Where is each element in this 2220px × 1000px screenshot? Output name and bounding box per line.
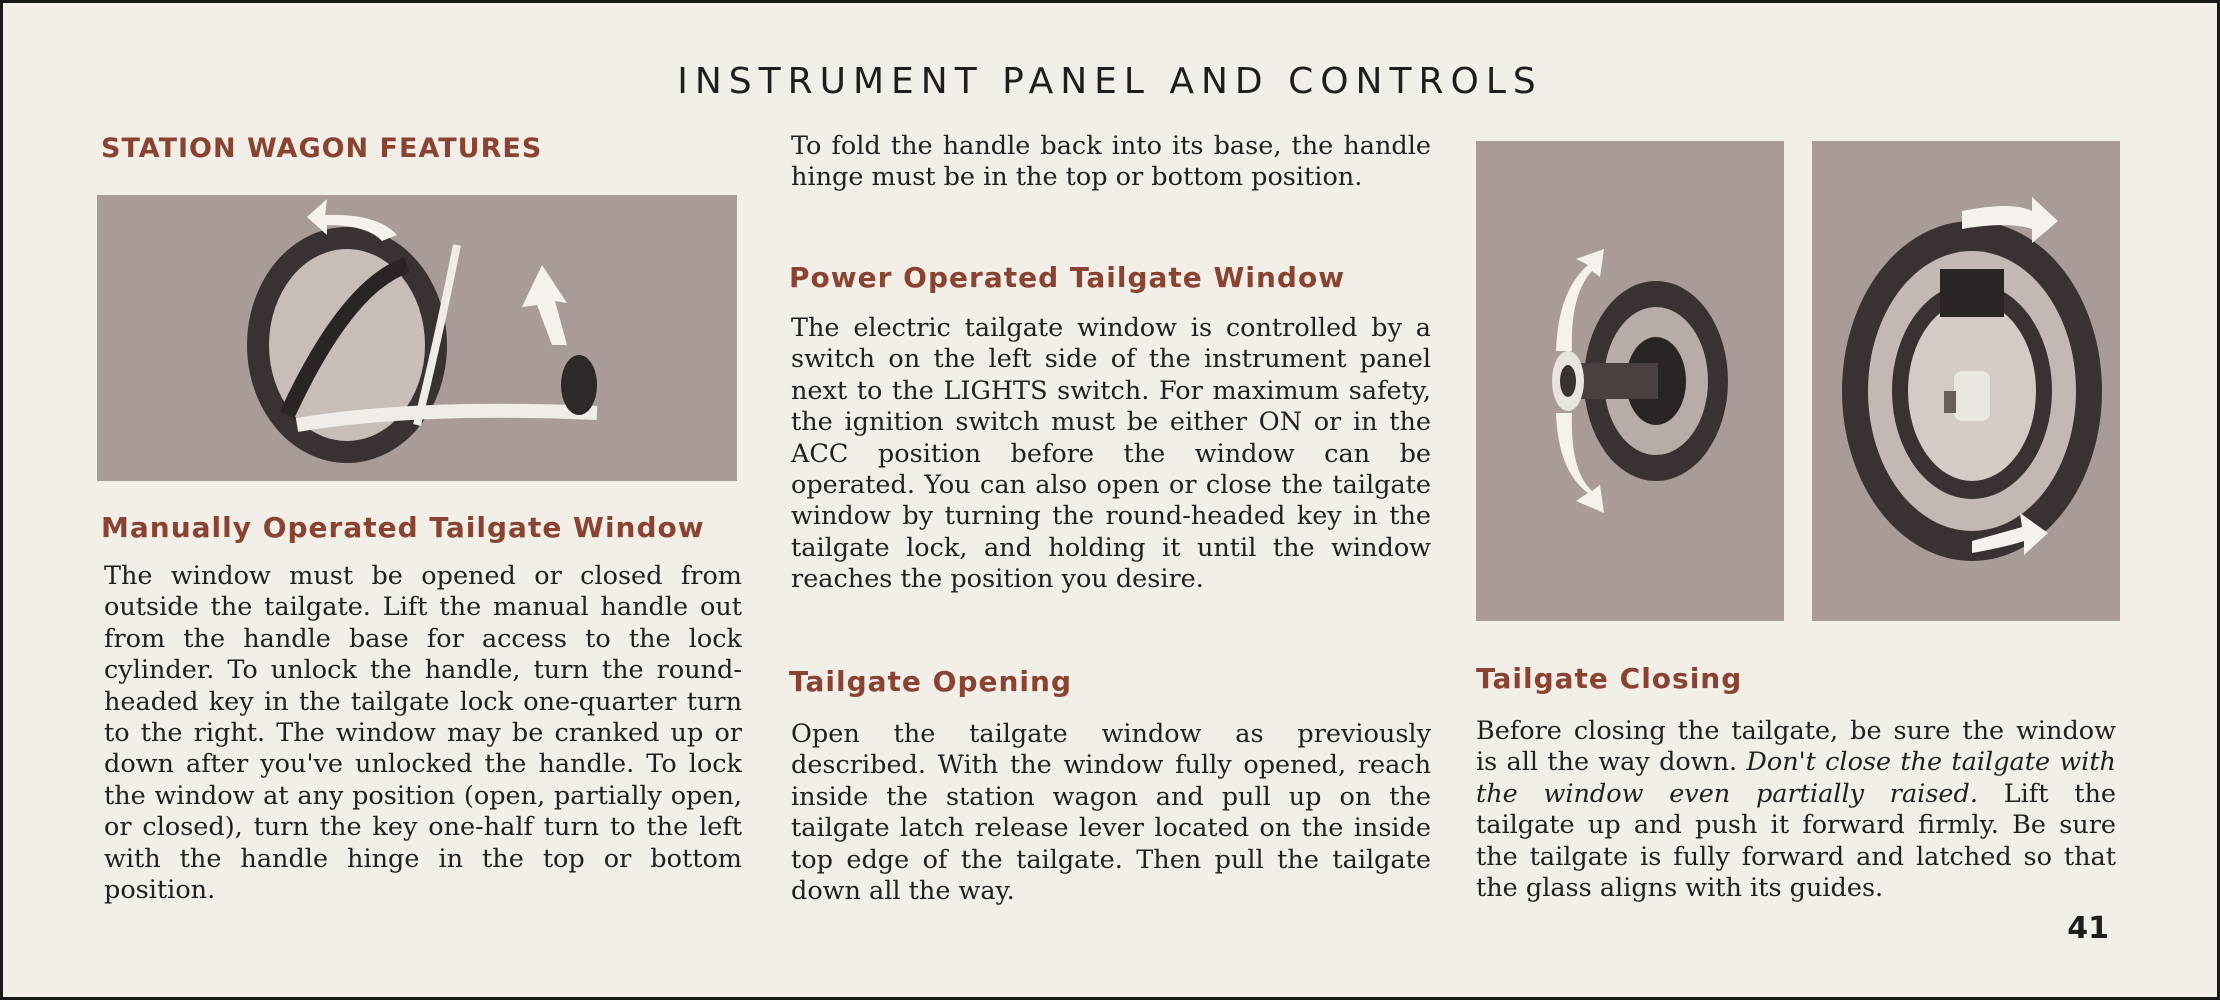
closing-text-warning: Don't close the tailgate with the window even partially raised.: [1476, 747, 2116, 809]
section-body-manual-window: The window must be opened or closed from outside the tailgate. Lift the manual handle out from the handle base for access to the lock cylinder. To unlock the handle, turn the round-headed key in the tailgate lock one-quarter turn to the right. The window may be cranked up or down after you've unlocked the handle. To lock the window at any position (open, partially open, or closed), turn the key one-half turn to the left with the handle hinge in the top or bottom position.: [104, 561, 742, 906]
tailgate-switch-illustration: [1476, 141, 1784, 621]
closing-text-end: Lift the tailgate up and push it forward firmly. Be sure the tailgate is fully forward and latched so that the glass aligns with its guides.: [1476, 778, 2116, 904]
tailgate-lock-illustration: [1812, 141, 2120, 621]
section-body-tailgate-closing: [1476, 716, 2116, 904]
section-body-fold-handle: To fold the handle back into its base, the handle hinge must be in the top or bottom position.: [791, 131, 1431, 193]
section-title-tailgate-closing: Tailgate Closing: [1476, 662, 1743, 695]
section-title-manual-window: Manually Operated Tailgate Window: [101, 511, 705, 544]
section-title-power-window: Power Operated Tailgate Window: [789, 261, 1346, 294]
closing-text-start: Before closing the tailgate, be sure the window is all the way down.: [1476, 716, 2116, 778]
section-title-tailgate-opening: Tailgate Opening: [789, 665, 1072, 698]
page-number: 41: [2067, 911, 2109, 946]
section-title-station-wagon: STATION WAGON FEATURES: [101, 133, 543, 164]
section-body-power-window: The electric tailgate window is controlled by a switch on the left side of the instrument panel next to the LIGHTS switch. For maximum safety, the ignition switch must be either ON or in the ACC position before the window can be operated. You can also open or close the tailgate window by turning the round-headed key in the tailgate lock, and holding it until the window reaches the position you desire.: [791, 313, 1431, 595]
page-header: INSTRUMENT PANEL AND CONTROLS: [677, 61, 1543, 102]
section-body-tailgate-opening: Open the tailgate window as previously described. With the window fully opened, reach inside the station wagon and pull up on the tailgate latch release lever located on the inside top edge of the tailgate. Then pull the tailgate down all the way.: [791, 719, 1431, 907]
tailgate-handle-illustration: [97, 195, 737, 481]
